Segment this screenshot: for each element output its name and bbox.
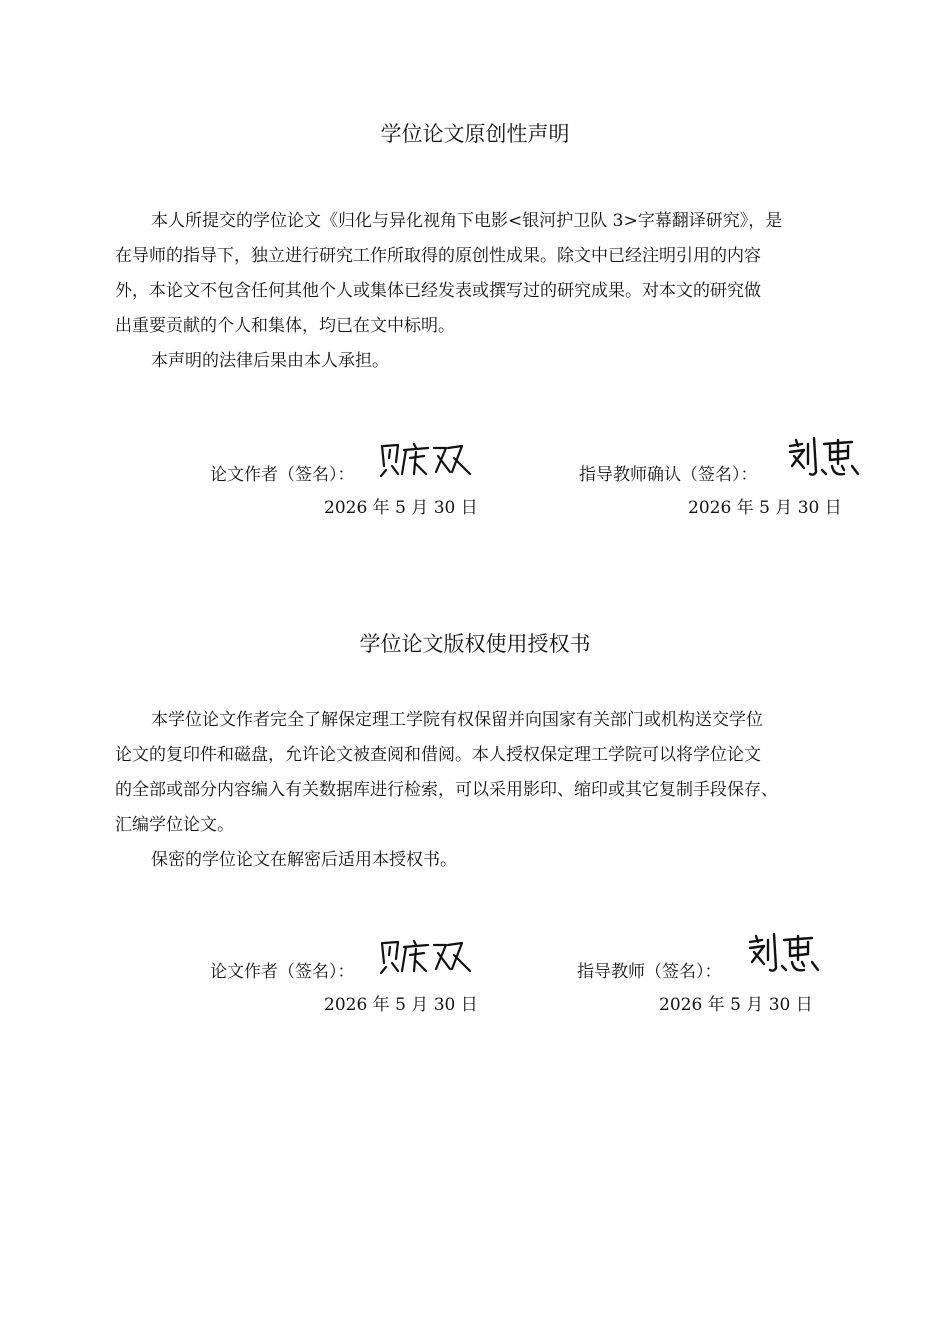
- authorization-line-1: 本学位论文作者完全了解保定理工学院有权保留并向国家有关部门或机构送交学位: [151, 710, 763, 730]
- authorization-title: 学位论文版权使用授权书: [359, 632, 591, 656]
- declaration-title: 学位论文原创性声明: [380, 122, 570, 146]
- declaration-paragraph: [115, 204, 875, 379]
- authorization-line-4: 汇编学位论文。: [115, 815, 234, 835]
- authorization-author-date: 2026 年 5 月 30 日: [324, 995, 478, 1015]
- declaration-liability: 本声明的法律后果由本人承担。: [151, 351, 389, 371]
- author-signature-1: [376, 440, 476, 478]
- authorization-advisor-date: 2026 年 5 月 30 日: [659, 995, 813, 1015]
- authorization-paragraph: [115, 703, 875, 878]
- advisor-signature-1: [786, 436, 862, 480]
- author-signature-2: [376, 937, 476, 975]
- declaration-author-label: 论文作者（签名）：: [210, 465, 355, 485]
- declaration-advisor-label: 指导教师确认（签名）：: [579, 465, 758, 485]
- advisor-signature-2: [746, 932, 822, 976]
- authorization-advisor-label: 指导教师（签名）：: [577, 962, 722, 982]
- declaration-author-date: 2026 年 5 月 30 日: [324, 498, 478, 518]
- declaration-line-2: 在导师的指导下，独立进行研究工作所取得的原创性成果。除文中已经注明引用的内容: [115, 246, 761, 266]
- authorization-line-2: 论文的复印件和磁盘，允许论文被查阅和借阅。本人授权保定理工学院可以将学位论文: [115, 745, 761, 765]
- authorization-author-label: 论文作者（签名）：: [210, 962, 355, 982]
- declaration-line-3: 外，本论文不包含任何其他个人或集体已经发表或撰写过的研究成果。对本文的研究做: [115, 281, 761, 301]
- declaration-advisor-date: 2026 年 5 月 30 日: [688, 498, 842, 518]
- authorization-line-3: 的全部或部分内容编入有关数据库进行检索，可以采用影印、缩印或其它复制手段保存、: [115, 780, 778, 800]
- declaration-line-1: 本人所提交的学位论文《归化与异化视角下电影<银河护卫队 3>字幕翻译研究》，是: [151, 211, 783, 231]
- declaration-line-4: 出重要贡献的个人和集体，均已在文中标明。: [115, 316, 455, 336]
- authorization-confidential: 保密的学位论文在解密后适用本授权书。: [151, 850, 457, 870]
